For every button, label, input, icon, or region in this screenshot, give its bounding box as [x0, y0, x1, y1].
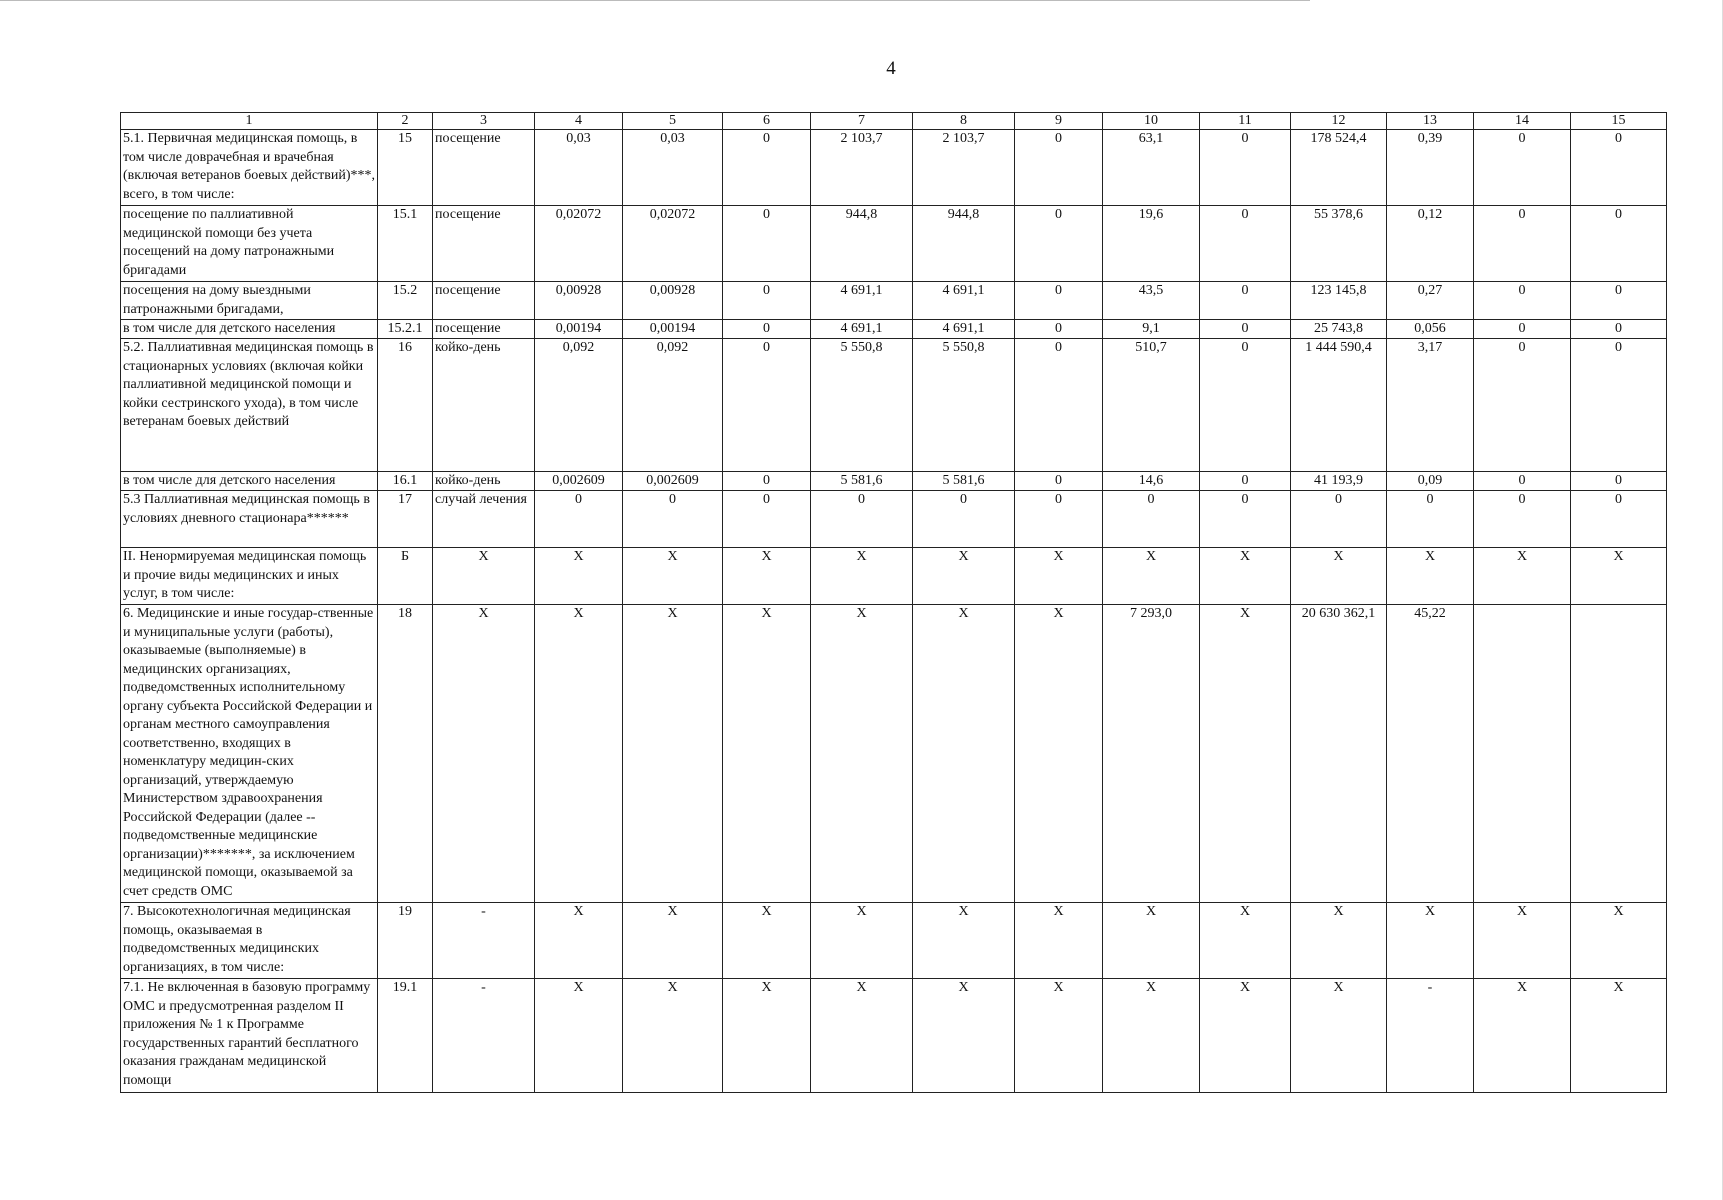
row-value-cell: 0,00928 — [623, 282, 723, 320]
row-value-cell: 0,002609 — [623, 472, 723, 491]
page-number: 4 — [886, 58, 896, 79]
row-name-cell: 6. Медицинские и иные государ-ственные и муниципальные услуги (работы), оказываемые (выполняемые) в медицинских организациях, подведомственных исполнительному органу субъекта Российской Федерации и органам местного самоуправления соответственно, входящих в номенклатуру медицин-ских организаций, утверждаемую Министерством здравоохранения Российской Федерации (далее -- подведомственные медицинские организации)*******, за исключением медицинской помощи, оказываемой за счет средств ОМС — [121, 605, 378, 903]
row-value-cell: 0 — [535, 491, 623, 548]
row-value-cell: 0,00194 — [535, 320, 623, 339]
row-value-cell: 0 — [811, 491, 913, 548]
header-cell: 7 — [811, 113, 913, 130]
row-value-cell: Х — [535, 903, 623, 979]
row-value-cell: Х — [1387, 548, 1474, 605]
row-value-cell: Х — [623, 979, 723, 1093]
row-value-cell: 123 145,8 — [1291, 282, 1387, 320]
row-value-cell: 0 — [1474, 339, 1571, 472]
row-value-cell: 0 — [1571, 206, 1667, 282]
row-value-cell: Х — [723, 548, 811, 605]
row-name-cell: в том числе для детского населения — [121, 320, 378, 339]
row-value-cell: Х — [1474, 548, 1571, 605]
row-value-cell: 4 691,1 — [913, 282, 1015, 320]
row-value-cell: 0 — [1103, 491, 1200, 548]
row-value-cell: Х — [1200, 548, 1291, 605]
row-value-cell: 0 — [1291, 491, 1387, 548]
row-value-cell: 0 — [1387, 491, 1474, 548]
row-value-cell: Х — [1571, 548, 1667, 605]
row-code-cell: 15.2.1 — [378, 320, 433, 339]
row-value-cell — [1474, 605, 1571, 903]
header-cell: 2 — [378, 113, 433, 130]
row-value-cell: 0,03 — [535, 130, 623, 206]
row-value-cell: 0,056 — [1387, 320, 1474, 339]
row-value-cell: 0,12 — [1387, 206, 1474, 282]
row-value-cell: 0,03 — [623, 130, 723, 206]
row-value-cell: 0 — [1015, 130, 1103, 206]
row-value-cell: 0,092 — [623, 339, 723, 472]
header-cell: 5 — [623, 113, 723, 130]
row-unit-cell: - — [433, 979, 535, 1093]
row-value-cell: Х — [1015, 548, 1103, 605]
row-value-cell: 9,1 — [1103, 320, 1200, 339]
header-cell: 10 — [1103, 113, 1200, 130]
row-value-cell: 0 — [1474, 206, 1571, 282]
row-unit-cell: Х — [433, 605, 535, 903]
row-value-cell: 2 103,7 — [811, 130, 913, 206]
row-value-cell: Х — [535, 979, 623, 1093]
row-value-cell: Х — [1103, 979, 1200, 1093]
row-unit-cell: Х — [433, 548, 535, 605]
row-value-cell: Х — [1474, 979, 1571, 1093]
table-row — [121, 206, 1667, 282]
row-value-cell: 0 — [1571, 472, 1667, 491]
row-unit-cell: койко-день — [433, 339, 535, 472]
header-cell: 1 — [121, 113, 378, 130]
row-unit-cell: посещение — [433, 130, 535, 206]
row-value-cell: 0 — [1474, 130, 1571, 206]
header-cell: 11 — [1200, 113, 1291, 130]
row-value-cell: 20 630 362,1 — [1291, 605, 1387, 903]
row-value-cell: 178 524,4 — [1291, 130, 1387, 206]
row-unit-cell: посещение — [433, 320, 535, 339]
table-row — [121, 979, 1667, 1093]
row-value-cell: 0 — [1015, 472, 1103, 491]
row-value-cell: 0 — [1571, 491, 1667, 548]
row-value-cell: 0 — [623, 491, 723, 548]
row-name-cell: посещение по паллиативной медицинской помощи без учета посещений на дому патронажными бригадами — [121, 206, 378, 282]
header-row — [121, 113, 1667, 130]
row-value-cell: 0,002609 — [535, 472, 623, 491]
row-value-cell: 4 691,1 — [811, 320, 913, 339]
row-code-cell: 15.2 — [378, 282, 433, 320]
row-value-cell: 0 — [1474, 472, 1571, 491]
table-row — [121, 130, 1667, 206]
row-value-cell: 55 378,6 — [1291, 206, 1387, 282]
table-row — [121, 903, 1667, 979]
row-value-cell: Х — [1015, 903, 1103, 979]
row-value-cell: Х — [723, 605, 811, 903]
row-code-cell: 19 — [378, 903, 433, 979]
row-value-cell: 0 — [1200, 472, 1291, 491]
row-value-cell: 0 — [1200, 320, 1291, 339]
row-value-cell: 0 — [1200, 282, 1291, 320]
header-cell: 6 — [723, 113, 811, 130]
table-row — [121, 339, 1667, 472]
row-value-cell: Х — [623, 605, 723, 903]
table-row — [121, 491, 1667, 548]
row-name-cell: 7.1. Не включенная в базовую программу ОМС и предусмотренная разделом II приложения № 1 к Программе государственных гарантий бесплатного оказания гражданам медицинской помощи — [121, 979, 378, 1093]
table-row — [121, 282, 1667, 320]
row-value-cell: 0 — [1200, 206, 1291, 282]
data-table — [120, 112, 1667, 1093]
row-value-cell: 0,00194 — [623, 320, 723, 339]
row-value-cell: Х — [1200, 605, 1291, 903]
row-value-cell: 510,7 — [1103, 339, 1200, 472]
header-cell: 13 — [1387, 113, 1474, 130]
row-value-cell: 0 — [1200, 130, 1291, 206]
row-unit-cell: случай лечения — [433, 491, 535, 548]
row-value-cell: 5 581,6 — [913, 472, 1015, 491]
row-value-cell: Х — [913, 903, 1015, 979]
row-code-cell: 15.1 — [378, 206, 433, 282]
row-value-cell: Х — [1103, 903, 1200, 979]
row-value-cell: 0,092 — [535, 339, 623, 472]
row-value-cell: 3,17 — [1387, 339, 1474, 472]
row-value-cell: 0 — [1015, 206, 1103, 282]
row-value-cell: 0,09 — [1387, 472, 1474, 491]
row-value-cell: Х — [535, 548, 623, 605]
row-value-cell: Х — [811, 605, 913, 903]
row-value-cell: 4 691,1 — [811, 282, 913, 320]
row-value-cell: Х — [1291, 548, 1387, 605]
row-value-cell: 7 293,0 — [1103, 605, 1200, 903]
row-value-cell: Х — [1571, 903, 1667, 979]
row-name-cell: 5.1. Первичная медицинская помощь, в том числе доврачебная и врачебная (включая ветеранов боевых действий)***, всего, в том числе: — [121, 130, 378, 206]
row-value-cell: 4 691,1 — [913, 320, 1015, 339]
row-code-cell: 17 — [378, 491, 433, 548]
row-name-cell: в том числе для детского населения — [121, 472, 378, 491]
row-code-cell: 15 — [378, 130, 433, 206]
header-cell: 8 — [913, 113, 1015, 130]
row-value-cell: 0 — [1015, 491, 1103, 548]
row-value-cell: Х — [811, 979, 913, 1093]
table-row — [121, 472, 1667, 491]
row-value-cell: 0,02072 — [623, 206, 723, 282]
row-code-cell: 19.1 — [378, 979, 433, 1093]
row-value-cell: 0 — [1200, 339, 1291, 472]
row-value-cell: 14,6 — [1103, 472, 1200, 491]
row-name-cell: посещения на дому выездными патронажными бригадами, — [121, 282, 378, 320]
row-value-cell: 0,27 — [1387, 282, 1474, 320]
row-value-cell: 5 581,6 — [811, 472, 913, 491]
row-value-cell: Х — [1015, 979, 1103, 1093]
row-value-cell: Х — [1291, 979, 1387, 1093]
row-value-cell: Х — [1015, 605, 1103, 903]
header-cell: 14 — [1474, 113, 1571, 130]
header-cell: 15 — [1571, 113, 1667, 130]
table-row — [121, 548, 1667, 605]
row-value-cell: 0 — [1200, 491, 1291, 548]
row-value-cell: 944,8 — [913, 206, 1015, 282]
row-code-cell: 16.1 — [378, 472, 433, 491]
header-cell: 9 — [1015, 113, 1103, 130]
row-value-cell: Х — [913, 979, 1015, 1093]
header-cell: 12 — [1291, 113, 1387, 130]
row-name-cell: II. Ненормируемая медицинская помощь и прочие виды медицинских и иных услуг, в том числе: — [121, 548, 378, 605]
row-value-cell: 0 — [1015, 339, 1103, 472]
row-value-cell: Х — [1474, 903, 1571, 979]
row-value-cell: 0 — [913, 491, 1015, 548]
row-value-cell: 0 — [1474, 282, 1571, 320]
row-value-cell: Х — [1200, 979, 1291, 1093]
row-value-cell: Х — [1387, 903, 1474, 979]
row-value-cell: 45,22 — [1387, 605, 1474, 903]
row-value-cell: 0,00928 — [535, 282, 623, 320]
row-value-cell: Х — [623, 548, 723, 605]
row-value-cell: Х — [535, 605, 623, 903]
row-unit-cell: посещение — [433, 282, 535, 320]
row-value-cell: 63,1 — [1103, 130, 1200, 206]
row-value-cell: Х — [811, 548, 913, 605]
row-value-cell: Х — [1571, 979, 1667, 1093]
row-value-cell: Х — [811, 903, 913, 979]
row-value-cell: 2 103,7 — [913, 130, 1015, 206]
row-value-cell: 0 — [1571, 130, 1667, 206]
row-value-cell: 0 — [723, 472, 811, 491]
row-value-cell: 25 743,8 — [1291, 320, 1387, 339]
row-value-cell: 0 — [1571, 282, 1667, 320]
row-value-cell: 0 — [1571, 339, 1667, 472]
row-value-cell: 0 — [1474, 491, 1571, 548]
row-code-cell: 16 — [378, 339, 433, 472]
row-value-cell: 1 444 590,4 — [1291, 339, 1387, 472]
row-value-cell: 944,8 — [811, 206, 913, 282]
row-value-cell: 0 — [723, 491, 811, 548]
row-value-cell: - — [1387, 979, 1474, 1093]
row-unit-cell: койко-день — [433, 472, 535, 491]
row-value-cell: 0,02072 — [535, 206, 623, 282]
table-row — [121, 605, 1667, 903]
row-value-cell: 19,6 — [1103, 206, 1200, 282]
row-value-cell: 0 — [723, 282, 811, 320]
row-value-cell: 0 — [723, 206, 811, 282]
row-value-cell: 0 — [1015, 320, 1103, 339]
row-value-cell: 5 550,8 — [811, 339, 913, 472]
row-value-cell: Х — [1103, 548, 1200, 605]
row-value-cell: 5 550,8 — [913, 339, 1015, 472]
scan-edge-top — [0, 0, 1310, 1]
row-value-cell: 0 — [1474, 320, 1571, 339]
row-value-cell: Х — [913, 548, 1015, 605]
row-value-cell: 0 — [723, 130, 811, 206]
row-value-cell: 43,5 — [1103, 282, 1200, 320]
row-value-cell: Х — [913, 605, 1015, 903]
row-value-cell: Х — [623, 903, 723, 979]
row-value-cell: Х — [723, 903, 811, 979]
row-code-cell: Б — [378, 548, 433, 605]
header-cell: 3 — [433, 113, 535, 130]
row-value-cell: Х — [1200, 903, 1291, 979]
row-value-cell: 0 — [723, 320, 811, 339]
row-value-cell: 0 — [1015, 282, 1103, 320]
row-name-cell: 7. Высокотехнологичная медицинская помощь, оказываемая в подведомственных медицинских организациях, в том числе: — [121, 903, 378, 979]
row-unit-cell: посещение — [433, 206, 535, 282]
row-unit-cell: - — [433, 903, 535, 979]
row-value-cell: 0 — [1571, 320, 1667, 339]
row-value-cell — [1571, 605, 1667, 903]
row-value-cell: Х — [723, 979, 811, 1093]
row-value-cell: 0,39 — [1387, 130, 1474, 206]
row-value-cell: 41 193,9 — [1291, 472, 1387, 491]
row-value-cell: Х — [1291, 903, 1387, 979]
row-name-cell: 5.3 Паллиативная медицинская помощь в условиях дневного стационара****** — [121, 491, 378, 548]
row-value-cell: 0 — [723, 339, 811, 472]
row-name-cell: 5.2. Паллиативная медицинская помощь в стационарных условиях (включая койки паллиативной медицинской помощи и койки сестринского ухода), в том числе ветеранам боевых действий — [121, 339, 378, 472]
table-row — [121, 320, 1667, 339]
row-code-cell: 18 — [378, 605, 433, 903]
header-cell: 4 — [535, 113, 623, 130]
